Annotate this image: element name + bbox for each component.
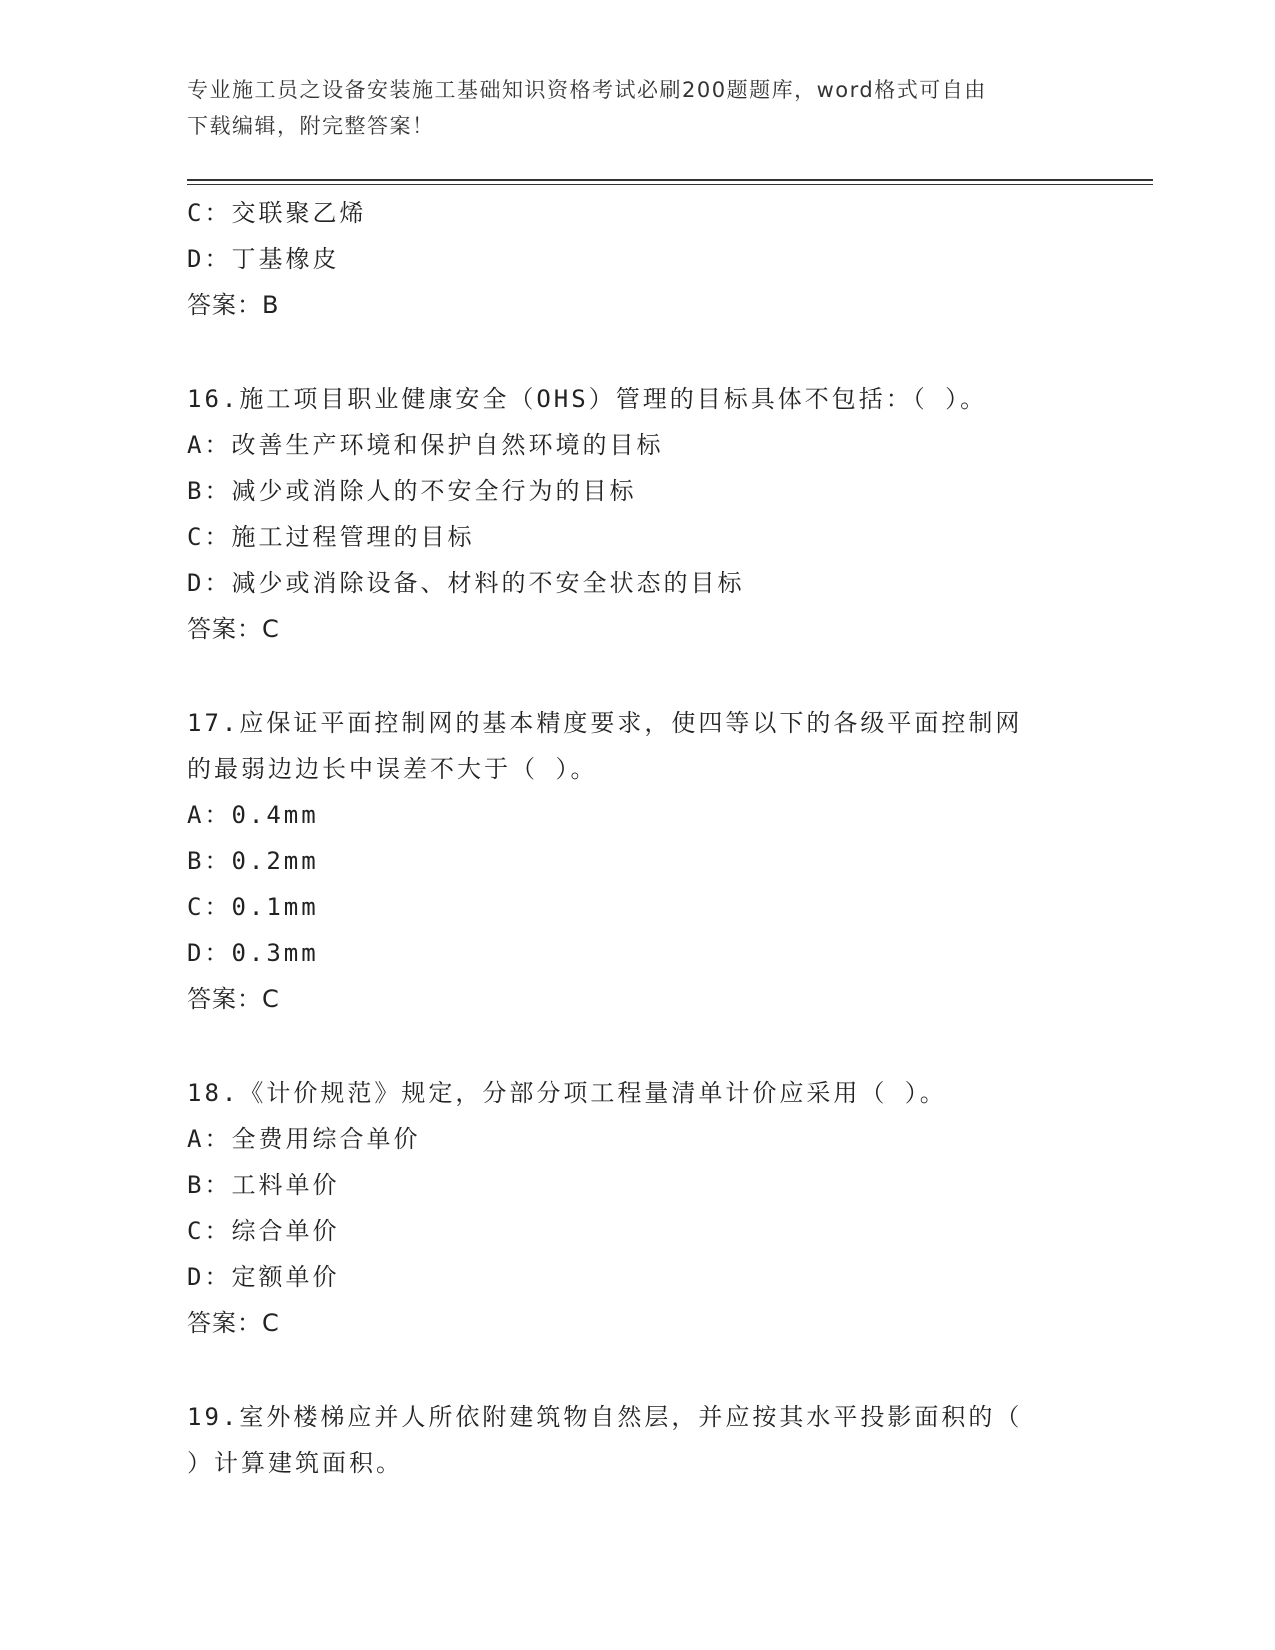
option-b: B：减少或消除人的不安全行为的目标 <box>187 477 637 505</box>
option-a: A：改善生产环境和保护自然环境的目标 <box>187 431 664 459</box>
option-d: D：减少或消除设备、材料的不安全状态的目标 <box>187 569 745 597</box>
document-header <box>187 72 1077 144</box>
answer: 答案：C <box>187 1309 280 1337</box>
header-divider-thin <box>187 184 1153 185</box>
option-d: D：定额单价 <box>187 1263 340 1291</box>
answer: 答案：C <box>187 615 280 643</box>
question-stem-line-1: 19.室外楼梯应并人所依附建筑物自然层，并应按其水平投影面积的（ <box>187 1403 1023 1431</box>
question-stem: 18.《计价规范》规定，分部分项工程量清单计价应采用（ ）。 <box>187 1079 947 1107</box>
question-list <box>187 190 1087 1486</box>
option-d: D：丁基橡皮 <box>187 245 340 273</box>
option-b: B：工料单价 <box>187 1171 340 1199</box>
question-18 <box>187 1070 1087 1346</box>
answer: 答案：C <box>187 985 280 1013</box>
question-17 <box>187 700 1087 1022</box>
header-line-1: 专业施工员之设备安装施工基础知识资格考试必刷200题题库，word格式可自由 <box>187 78 987 102</box>
question-stem-line-1: 17.应保证平面控制网的基本精度要求，使四等以下的各级平面控制网 <box>187 709 1023 737</box>
question-stem-line-2: ）计算建筑面积。 <box>187 1449 403 1477</box>
option-c: C：综合单价 <box>187 1217 340 1245</box>
option-c: C：施工过程管理的目标 <box>187 523 475 551</box>
option-b: B：0.2mm <box>187 847 319 875</box>
question-19 <box>187 1394 1087 1486</box>
question-stem-line-2: 的最弱边边长中误差不大于（ ）。 <box>187 755 598 783</box>
option-a: A：0.4mm <box>187 801 319 829</box>
answer: 答案：B <box>187 291 280 319</box>
option-c: C：0.1mm <box>187 893 319 921</box>
question-stem: 16.施工项目职业健康安全（OHS）管理的目标具体不包括：（ ）。 <box>187 385 988 413</box>
header-line-2: 下载编辑，附完整答案！ <box>187 114 435 138</box>
header-divider-thick <box>187 179 1153 181</box>
option-d: D：0.3mm <box>187 939 319 967</box>
option-c: C：交联聚乙烯 <box>187 199 367 227</box>
question-16 <box>187 376 1087 652</box>
question-15-continued <box>187 190 1087 328</box>
option-a: A：全费用综合单价 <box>187 1125 421 1153</box>
